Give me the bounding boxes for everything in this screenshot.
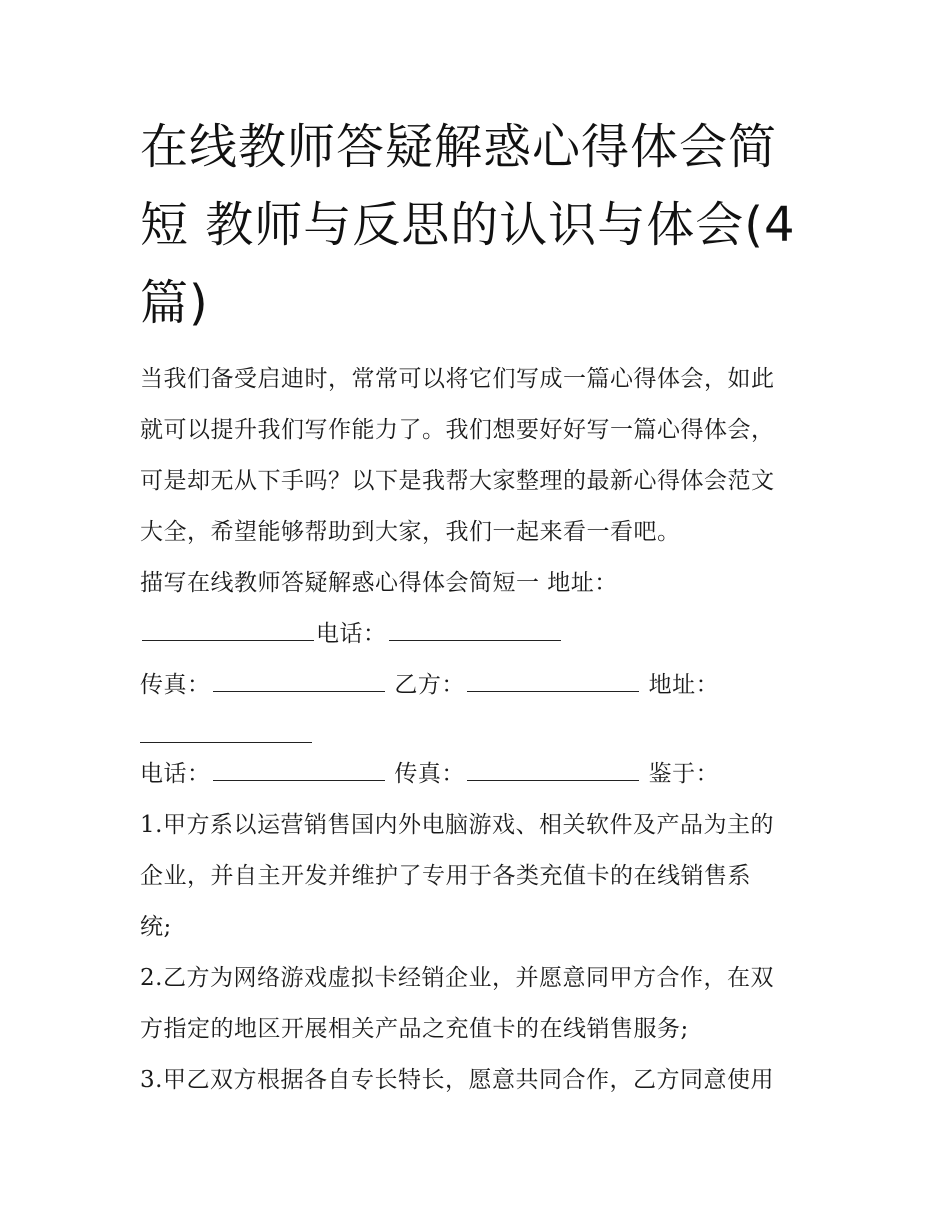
document-title [140, 108, 820, 342]
blank-field [467, 661, 639, 692]
whereas-label: 鉴于： [648, 761, 720, 787]
title-line-1: 在线教师答疑解惑心得体会简 [140, 119, 778, 175]
address-label: 地址： [648, 672, 720, 698]
blank-field [213, 750, 385, 781]
blank-field [389, 610, 561, 641]
blank-field [467, 750, 639, 781]
party-b-label: 乙方： [394, 672, 465, 698]
clause-line: 方指定的地区开展相关产品之充值卡的在线销售服务; [140, 1016, 689, 1042]
intro-line: 可是却无从下手吗？以下是我帮大家整理的最新心得体会范文 [140, 468, 775, 494]
blank-field [142, 610, 314, 641]
intro-line: 大全，希望能够帮助到大家，我们一起来看一看吧。 [140, 519, 681, 545]
fax-label: 传真： [394, 761, 465, 787]
phone-label: 电话： [140, 761, 211, 787]
clause-line: 3.甲乙双方根据各自专长特长，愿意共同合作，乙方同意使用 [140, 1067, 774, 1093]
form-row-phone [140, 609, 820, 660]
intro-line: 当我们备受启迪时，常常可以将它们写成一篇心得体会，如此 [140, 366, 775, 392]
clause-line: 2.乙方为网络游戏虚拟卡经销企业，并愿意同甲方合作，在双 [140, 965, 774, 991]
fax-label: 传真： [140, 672, 211, 698]
blank-field [213, 661, 385, 692]
document-body [140, 354, 820, 1106]
form-row-phone-2 [140, 749, 820, 800]
title-line-3: 篇) [140, 275, 209, 331]
blank-field [140, 712, 312, 743]
clause-line: 1.甲方系以运营销售国内外电脑游戏、相关软件及产品为主的 [140, 812, 774, 838]
intro-line: 就可以提升我们写作能力了。我们想要好好写一篇心得体会， [140, 417, 775, 443]
phone-label: 电话： [316, 621, 387, 647]
title-line-2: 短 教师与反思的认识与体会(4 [140, 197, 796, 253]
clause-line: 统; [140, 914, 172, 940]
form-heading: 描写在线教师答疑解惑心得体会简短一 地址： [140, 570, 618, 596]
form-row-blank [140, 711, 820, 749]
form-row-fax [140, 660, 820, 711]
clause-line: 企业，并自主开发并维护了专用于各类充值卡的在线销售系 [140, 863, 751, 889]
